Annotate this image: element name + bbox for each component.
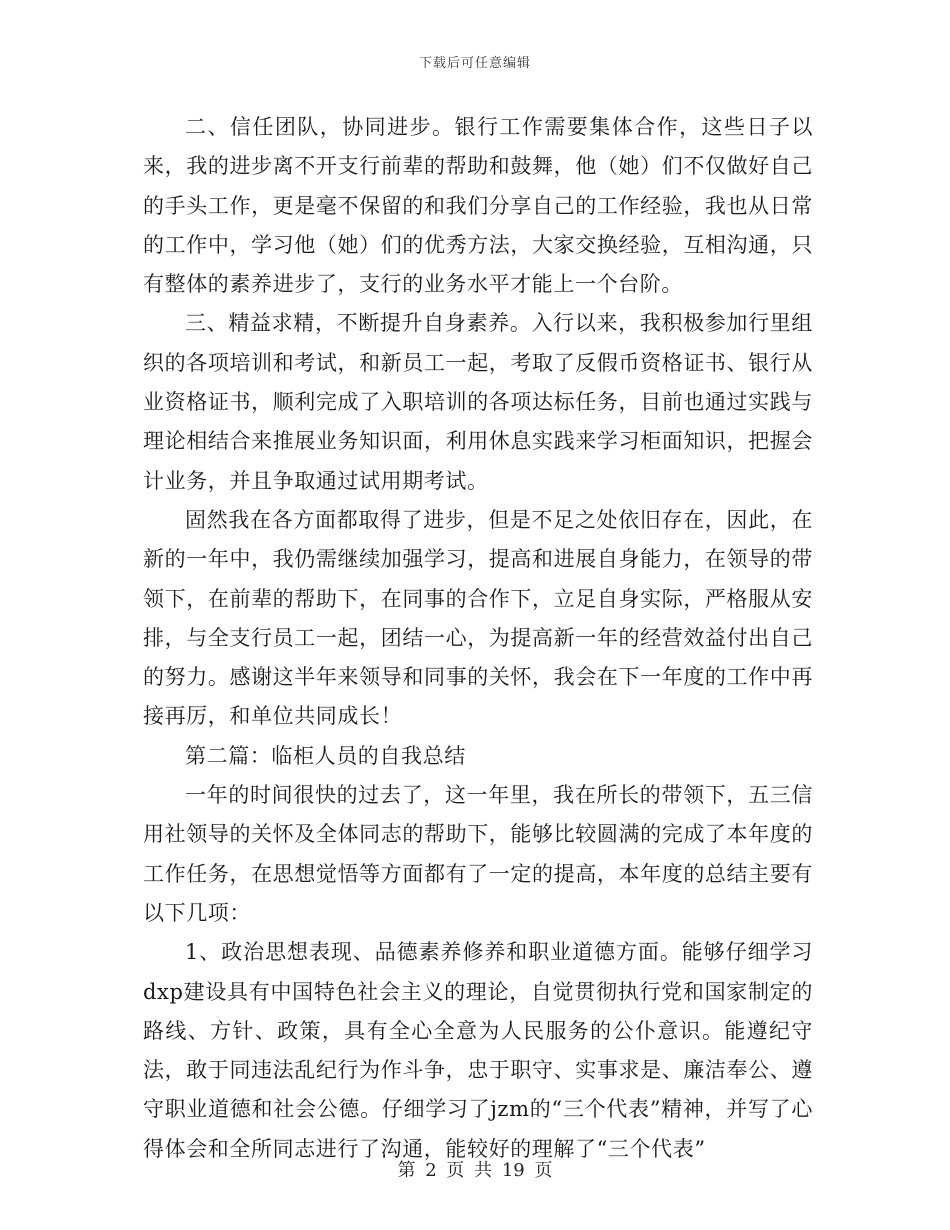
paragraph-self-improvement: 三、精益求精，不断提升自身素养。入行以来，我积极参加行里组织的各项培训和考试，和新员工一起，考取了反假币资格证书、银行从业资格证书，顺利完成了入职培训的各项达标任务，目前也通过实践与理论相结合来推展业务知识面，利用休息实践来学习柜面知识，把握会计业务，并且争取通过试用期考试。 bbox=[143, 311, 813, 493]
paragraph-year-review: 一年的时间很快的过去了，这一年里，我在所长的带领下，五三信用社领导的关怀及全体同志的帮助下，能够比较圆满的完成了本年度的工作任务，在思想觉悟等方面都有了一定的提高，本年度的总结主要有以下几项： bbox=[143, 783, 813, 925]
paragraph-political-thought: 1、政治思想表现、品德素养修养和职业道德方面。能够仔细学习dxp建设具有中国特色社会主义的理论，自觉贯彻执行党和国家制定的路线、方针、政策，具有全心全意为人民服务的公仆意识。能遵纪守法，敢于同违法乱纪行为作斗争，忠于职守、实事求是、廉洁奉公、遵守职业道德和社会公德。仔细学习了jzm的“三个代表”精神，并写了心得体会和全所同志进行了沟通，能较好的理解了“三个代表” bbox=[143, 940, 813, 1161]
document-body bbox=[143, 108, 813, 1169]
paragraph-conclusion: 固然我在各方面都取得了进步，但是不足之处依旧存在，因此，在新的一年中，我仍需继续加强学习，提高和进展自身能力，在领导的带领下，在前辈的帮助下，在同事的合作下，立足自身实际，严格服从安排，与全支行员工一起，团结一心，为提高新一年的经营效益付出自己的努力。感谢这半年来领导和同事的关怀，我会在下一年度的工作中再接再厉，和单位共同成长！ bbox=[143, 507, 813, 729]
page-number: 第 2 页 共 19 页 bbox=[397, 1160, 553, 1181]
page-header-note: 下载后可任意编辑 bbox=[418, 56, 531, 71]
section-title: 第二篇：临柜人员的自我总结 bbox=[185, 743, 466, 768]
paragraph-trust-team: 二、信任团队，协同进步。银行工作需要集体合作，这些日子以来，我的进步离不开支行前辈的帮助和鼓舞，他（她）们不仅做好自己的手头工作，更是毫不保留的和我们分享自己的工作经验，我也从日常的工作中，学习他（她）们的优秀方法，大家交换经验，互相沟通，只有整体的素养进步了，支行的业务水平才能上一个台阶。 bbox=[143, 115, 813, 297]
